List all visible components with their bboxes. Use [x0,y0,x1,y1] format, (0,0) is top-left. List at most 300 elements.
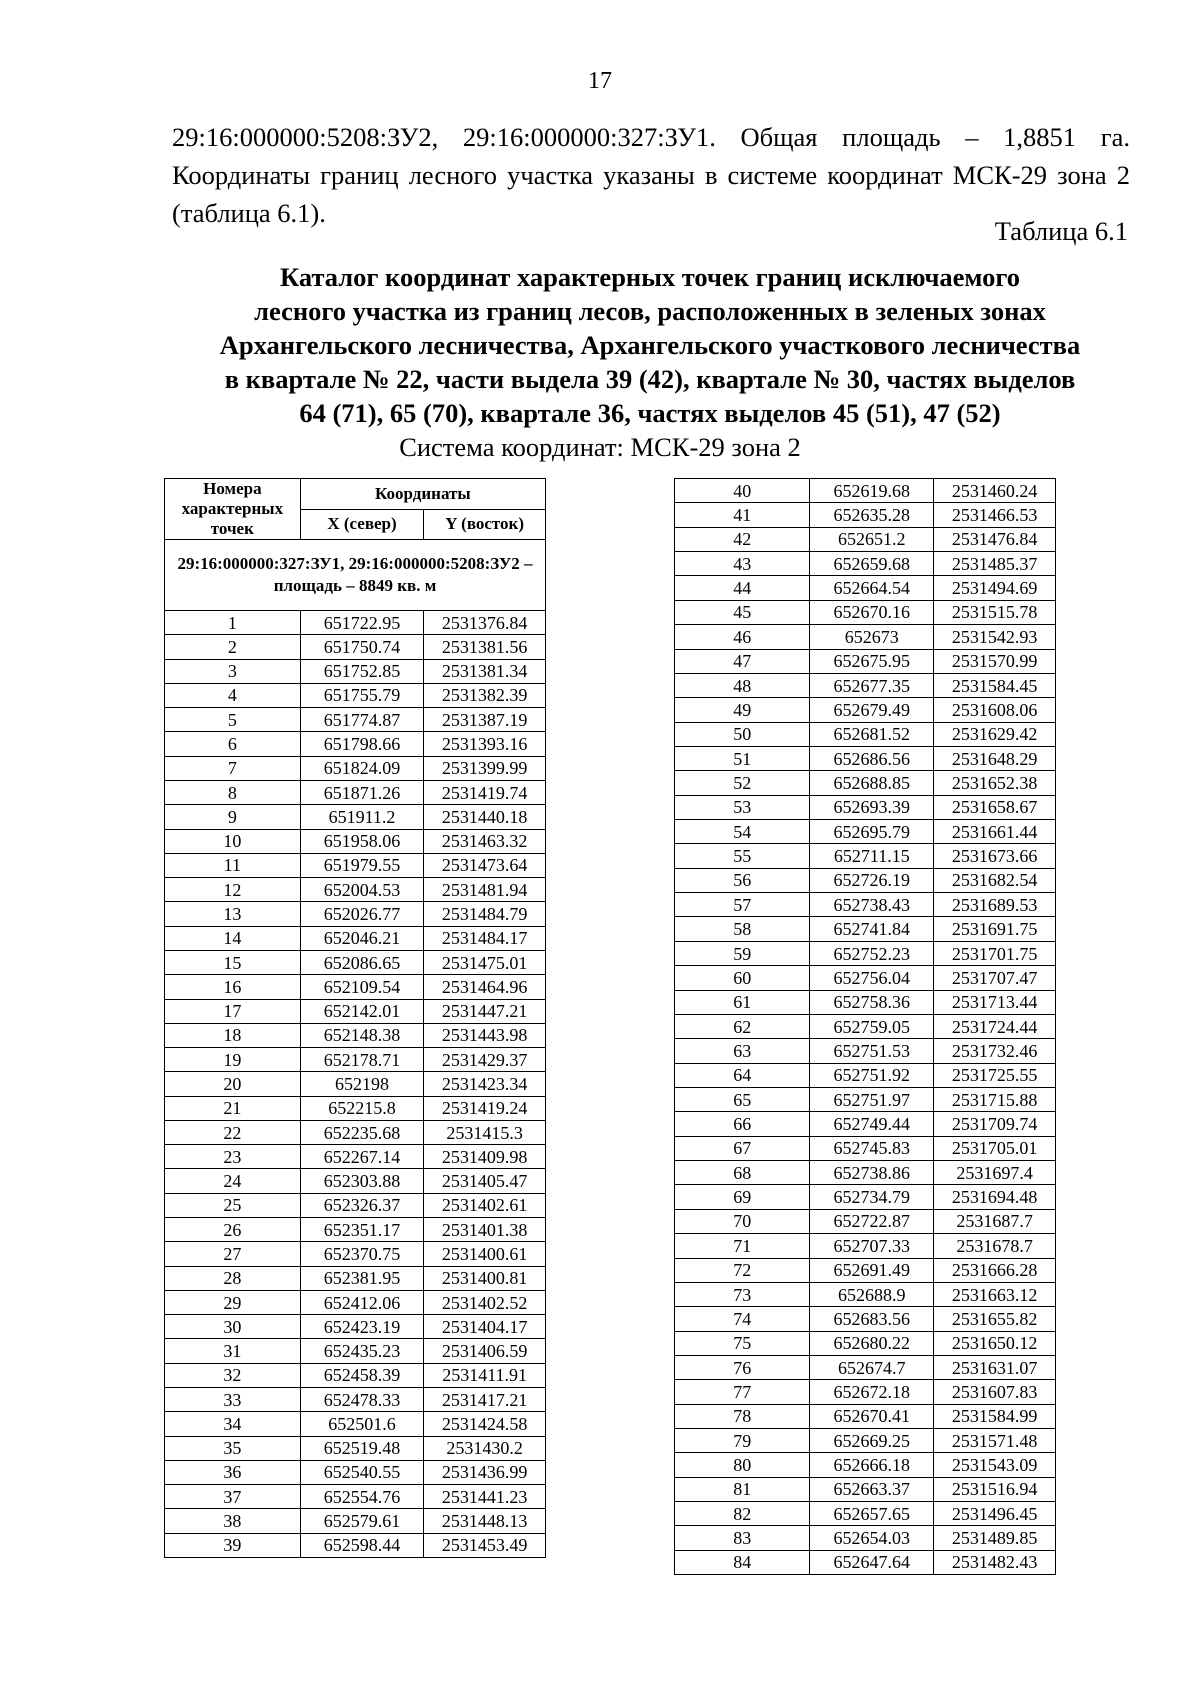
table-row [675,868,1056,892]
table-row [165,708,546,732]
y-coordinate-cell: 2531629.42 [934,722,1056,746]
point-number-cell: 65 [675,1087,810,1111]
y-coordinate-cell: 2531725.55 [934,1063,1056,1087]
x-coordinate-cell: 652711.15 [810,844,934,868]
point-number-cell: 62 [675,1014,810,1038]
table-row [675,1258,1056,1282]
y-coordinate-cell: 2531494.69 [934,576,1056,600]
x-coordinate-cell: 652688.85 [810,771,934,795]
x-coordinate-cell: 652651.2 [810,527,934,551]
table-row [675,1136,1056,1160]
y-coordinate-cell: 2531406.59 [424,1339,546,1363]
x-coordinate-cell: 652752.23 [810,941,934,965]
x-coordinate-cell: 652351.17 [300,1218,424,1242]
table-row [165,1023,546,1047]
y-coordinate-cell: 2531607.83 [934,1380,1056,1404]
table-caption [150,260,1150,430]
table-row [675,698,1056,722]
x-coordinate-cell: 652751.92 [810,1063,934,1087]
coordinates-table-right [674,478,1056,1575]
y-coordinate-cell: 2531485.37 [934,552,1056,576]
x-coordinate-cell: 651871.26 [300,780,424,804]
x-coordinate-cell: 652478.33 [300,1388,424,1412]
point-number-cell: 34 [165,1412,301,1436]
table-row [165,659,546,683]
table-row [675,1282,1056,1306]
point-number-cell: 17 [165,999,301,1023]
y-coordinate-cell: 2531400.81 [424,1266,546,1290]
y-coordinate-cell: 2531409.98 [424,1145,546,1169]
x-coordinate-cell: 652681.52 [810,722,934,746]
x-coordinate-cell: 652679.49 [810,698,934,722]
y-coordinate-cell: 2531691.75 [934,917,1056,941]
x-coordinate-cell: 651750.74 [300,635,424,659]
table-row [165,975,546,999]
y-coordinate-cell: 2531650.12 [934,1331,1056,1355]
table-row [165,1169,546,1193]
table-row [675,1234,1056,1258]
point-number-cell: 66 [675,1112,810,1136]
table-row [165,829,546,853]
y-coordinate-cell: 2531405.47 [424,1169,546,1193]
caption-line: Каталог координат характерных точек границ исключаемого [280,262,1020,292]
x-coordinate-cell: 652686.56 [810,746,934,770]
x-coordinate-cell: 652659.68 [810,552,934,576]
table-reference: Таблица 6.1 [994,216,1128,246]
table-row [675,552,1056,576]
caption-line: лесного участка из границ лесов, расположенных в зеленых зонах [254,296,1046,326]
x-coordinate-cell: 652579.61 [300,1509,424,1533]
y-coordinate-cell: 2531417.21 [424,1388,546,1412]
x-coordinate-cell: 652501.6 [300,1412,424,1436]
header-y-east: Y (восток) [424,509,546,540]
table-row [675,479,1056,503]
table-row [165,950,546,974]
table-row [675,990,1056,1014]
x-coordinate-cell: 652540.55 [300,1460,424,1484]
point-number-cell: 63 [675,1039,810,1063]
table-row [675,1112,1056,1136]
table-row [675,1404,1056,1428]
point-number-cell: 20 [165,1072,301,1096]
table-row [675,1477,1056,1501]
point-number-cell: 55 [675,844,810,868]
table-row [165,756,546,780]
intro-paragraph: 29:16:000000:5208:ЗУ2, 29:16:000000:327:ЗУ1. Общая площадь – 1,8851 га. Координаты границ лесного участка указаны в системе координат МСК-29 зона 2 (таблица 6.1). [172,122,1130,228]
y-coordinate-cell: 2531399.99 [424,756,546,780]
table-row [675,1550,1056,1574]
y-coordinate-cell: 2531701.75 [934,941,1056,965]
point-number-cell: 46 [675,625,810,649]
x-coordinate-cell: 652654.03 [810,1526,934,1550]
y-coordinate-cell: 2531661.44 [934,820,1056,844]
x-coordinate-cell: 651755.79 [300,683,424,707]
point-number-cell: 28 [165,1266,301,1290]
table-row [675,576,1056,600]
x-coordinate-cell: 652749.44 [810,1112,934,1136]
header-point-numbers: Номера характерных точек [165,479,301,540]
point-number-cell: 69 [675,1185,810,1209]
coordinate-system-label: Система координат: МСК-29 зона 2 [399,432,801,462]
y-coordinate-cell: 2531411.91 [424,1363,546,1387]
point-number-cell: 76 [675,1355,810,1379]
table-row [675,1161,1056,1185]
point-number-cell: 31 [165,1339,301,1363]
header-x-north: X (север) [300,509,424,540]
y-coordinate-cell: 2531724.44 [934,1014,1056,1038]
point-number-cell: 27 [165,1242,301,1266]
table-row [165,1218,546,1242]
table-row [675,527,1056,551]
point-number-cell: 73 [675,1282,810,1306]
table-row [165,853,546,877]
point-number-cell: 35 [165,1436,301,1460]
x-coordinate-cell: 651752.85 [300,659,424,683]
x-coordinate-cell: 652142.01 [300,999,424,1023]
y-coordinate-cell: 2531571.48 [934,1429,1056,1453]
x-coordinate-cell: 652198 [300,1072,424,1096]
table-row [675,503,1056,527]
y-coordinate-cell: 2531404.17 [424,1315,546,1339]
x-coordinate-cell: 652412.06 [300,1290,424,1314]
y-coordinate-cell: 2531709.74 [934,1112,1056,1136]
point-number-cell: 1 [165,611,301,635]
point-number-cell: 47 [675,649,810,673]
point-number-cell: 29 [165,1290,301,1314]
point-number-cell: 33 [165,1388,301,1412]
table-row [165,1485,546,1509]
y-coordinate-cell: 2531400.61 [424,1242,546,1266]
point-number-cell: 22 [165,1120,301,1144]
point-number-cell: 3 [165,659,301,683]
table-row [675,941,1056,965]
table-row [675,746,1056,770]
y-coordinate-cell: 2531475.01 [424,950,546,974]
x-coordinate-cell: 652666.18 [810,1453,934,1477]
y-coordinate-cell: 2531460.24 [934,479,1056,503]
y-coordinate-cell: 2531381.56 [424,635,546,659]
x-coordinate-cell: 652693.39 [810,795,934,819]
point-number-cell: 81 [675,1477,810,1501]
point-number-cell: 61 [675,990,810,1014]
y-coordinate-cell: 2531543.09 [934,1453,1056,1477]
point-number-cell: 84 [675,1550,810,1574]
point-number-cell: 11 [165,853,301,877]
point-number-cell: 74 [675,1307,810,1331]
x-coordinate-cell: 652423.19 [300,1315,424,1339]
point-number-cell: 5 [165,708,301,732]
y-coordinate-cell: 2531694.48 [934,1185,1056,1209]
point-number-cell: 7 [165,756,301,780]
y-coordinate-cell: 2531423.34 [424,1072,546,1096]
y-coordinate-cell: 2531424.58 [424,1412,546,1436]
y-coordinate-cell: 2531453.49 [424,1533,546,1557]
y-coordinate-cell: 2531663.12 [934,1282,1056,1306]
y-coordinate-cell: 2531440.18 [424,805,546,829]
table-row [165,1266,546,1290]
x-coordinate-cell: 652178.71 [300,1048,424,1072]
table-row [165,732,546,756]
x-coordinate-cell: 652674.7 [810,1355,934,1379]
x-coordinate-cell: 652519.48 [300,1436,424,1460]
table-row [165,926,546,950]
table-row [165,683,546,707]
table-row [675,1453,1056,1477]
caption-line: Архангельского лесничества, Архангельского участкового лесничества [219,330,1081,360]
point-number-cell: 49 [675,698,810,722]
table-row [165,999,546,1023]
x-coordinate-cell: 652215.8 [300,1096,424,1120]
x-coordinate-cell: 652734.79 [810,1185,934,1209]
y-coordinate-cell: 2531429.37 [424,1048,546,1072]
table-row [165,805,546,829]
point-number-cell: 25 [165,1193,301,1217]
point-number-cell: 15 [165,950,301,974]
y-coordinate-cell: 2531415.3 [424,1120,546,1144]
point-number-cell: 4 [165,683,301,707]
y-coordinate-cell: 2531631.07 [934,1355,1056,1379]
y-coordinate-cell: 2531584.45 [934,673,1056,697]
table-row [165,878,546,902]
y-coordinate-cell: 2531489.85 [934,1526,1056,1550]
y-coordinate-cell: 2531376.84 [424,611,546,635]
x-coordinate-cell: 652370.75 [300,1242,424,1266]
point-number-cell: 52 [675,771,810,795]
y-coordinate-cell: 2531516.94 [934,1477,1056,1501]
table-row [675,1307,1056,1331]
point-number-cell: 45 [675,600,810,624]
table-row [165,1096,546,1120]
table-row [165,1315,546,1339]
y-coordinate-cell: 2531570.99 [934,649,1056,673]
x-coordinate-cell: 652722.87 [810,1209,934,1233]
y-coordinate-cell: 2531682.54 [934,868,1056,892]
point-number-cell: 68 [675,1161,810,1185]
y-coordinate-cell: 2531484.79 [424,902,546,926]
point-number-cell: 75 [675,1331,810,1355]
x-coordinate-cell: 651958.06 [300,829,424,853]
point-number-cell: 42 [675,527,810,551]
x-coordinate-cell: 652086.65 [300,950,424,974]
x-coordinate-cell: 652326.37 [300,1193,424,1217]
y-coordinate-cell: 2531705.01 [934,1136,1056,1160]
y-coordinate-cell: 2531678.7 [934,1234,1056,1258]
point-number-cell: 18 [165,1023,301,1047]
y-coordinate-cell: 2531713.44 [934,990,1056,1014]
point-number-cell: 19 [165,1048,301,1072]
table-row [165,1193,546,1217]
x-coordinate-cell: 652381.95 [300,1266,424,1290]
table-row [675,1014,1056,1038]
y-coordinate-cell: 2531655.82 [934,1307,1056,1331]
y-coordinate-cell: 2531673.66 [934,844,1056,868]
table-row [165,1460,546,1484]
point-number-cell: 67 [675,1136,810,1160]
point-number-cell: 43 [675,552,810,576]
point-number-cell: 23 [165,1145,301,1169]
point-number-cell: 12 [165,878,301,902]
point-number-cell: 8 [165,780,301,804]
y-coordinate-cell: 2531707.47 [934,966,1056,990]
x-coordinate-cell: 652458.39 [300,1363,424,1387]
point-number-cell: 48 [675,673,810,697]
x-coordinate-cell: 652751.53 [810,1039,934,1063]
x-coordinate-cell: 651722.95 [300,611,424,635]
point-number-cell: 39 [165,1533,301,1557]
y-coordinate-cell: 2531443.98 [424,1023,546,1047]
x-coordinate-cell: 652109.54 [300,975,424,999]
y-coordinate-cell: 2531542.93 [934,625,1056,649]
table-row [165,635,546,659]
y-coordinate-cell: 2531419.74 [424,780,546,804]
x-coordinate-cell: 652672.18 [810,1380,934,1404]
y-coordinate-cell: 2531666.28 [934,1258,1056,1282]
x-coordinate-cell: 652756.04 [810,966,934,990]
table-row [165,1048,546,1072]
y-coordinate-cell: 2531466.53 [934,503,1056,527]
page-number: 17 [588,68,612,94]
table-row [165,1339,546,1363]
point-number-cell: 79 [675,1429,810,1453]
x-coordinate-cell: 652677.35 [810,673,934,697]
y-coordinate-cell: 2531441.23 [424,1485,546,1509]
y-coordinate-cell: 2531697.4 [934,1161,1056,1185]
x-coordinate-cell: 651798.66 [300,732,424,756]
table-row [675,917,1056,941]
y-coordinate-cell: 2531648.29 [934,746,1056,770]
point-number-cell: 64 [675,1063,810,1087]
table-row [675,625,1056,649]
table-row [675,1502,1056,1526]
x-coordinate-cell: 652738.86 [810,1161,934,1185]
y-coordinate-cell: 2531484.17 [424,926,546,950]
x-coordinate-cell: 652664.54 [810,576,934,600]
point-number-cell: 38 [165,1509,301,1533]
table-row [165,1412,546,1436]
point-number-cell: 72 [675,1258,810,1282]
point-number-cell: 59 [675,941,810,965]
table-row [165,611,546,635]
section-row [165,540,546,611]
y-coordinate-cell: 2531381.34 [424,659,546,683]
table-row [675,1380,1056,1404]
point-number-cell: 6 [165,732,301,756]
x-coordinate-cell: 651911.2 [300,805,424,829]
y-coordinate-cell: 2531715.88 [934,1087,1056,1111]
x-coordinate-cell: 652303.88 [300,1169,424,1193]
table-row [675,722,1056,746]
y-coordinate-cell: 2531476.84 [934,527,1056,551]
y-coordinate-cell: 2531652.38 [934,771,1056,795]
x-coordinate-cell: 652680.22 [810,1331,934,1355]
point-number-cell: 26 [165,1218,301,1242]
x-coordinate-cell: 652683.56 [810,1307,934,1331]
table-row [165,1533,546,1557]
table-row [165,1145,546,1169]
point-number-cell: 30 [165,1315,301,1339]
point-number-cell: 9 [165,805,301,829]
table-row [675,1331,1056,1355]
table-row [165,1290,546,1314]
table-row [165,780,546,804]
point-number-cell: 37 [165,1485,301,1509]
y-coordinate-cell: 2531382.39 [424,683,546,707]
x-coordinate-cell: 652745.83 [810,1136,934,1160]
point-number-cell: 56 [675,868,810,892]
y-coordinate-cell: 2531402.52 [424,1290,546,1314]
x-coordinate-cell: 652669.25 [810,1429,934,1453]
point-number-cell: 58 [675,917,810,941]
table-row [165,1072,546,1096]
section-label: 29:16:000000:327:ЗУ1, 29:16:000000:5208:ЗУ2 – площадь – 8849 кв. м [165,540,546,611]
point-number-cell: 80 [675,1453,810,1477]
x-coordinate-cell: 652758.36 [810,990,934,1014]
x-coordinate-cell: 652554.76 [300,1485,424,1509]
y-coordinate-cell: 2531387.19 [424,708,546,732]
x-coordinate-cell: 652738.43 [810,893,934,917]
point-number-cell: 70 [675,1209,810,1233]
x-coordinate-cell: 652619.68 [810,479,934,503]
point-number-cell: 51 [675,746,810,770]
point-number-cell: 77 [675,1380,810,1404]
table-row [675,820,1056,844]
x-coordinate-cell: 652026.77 [300,902,424,926]
x-coordinate-cell: 652691.49 [810,1258,934,1282]
x-coordinate-cell: 652598.44 [300,1533,424,1557]
y-coordinate-cell: 2531732.46 [934,1039,1056,1063]
point-number-cell: 83 [675,1526,810,1550]
x-coordinate-cell: 652670.41 [810,1404,934,1428]
point-number-cell: 21 [165,1096,301,1120]
point-number-cell: 24 [165,1169,301,1193]
caption-line: 64 (71), 65 (70), квартале 36, частях выделов 45 (51), 47 (52) [299,398,1001,428]
table-row [675,649,1056,673]
table-row [675,600,1056,624]
y-coordinate-cell: 2531436.99 [424,1460,546,1484]
x-coordinate-cell: 652759.05 [810,1014,934,1038]
y-coordinate-cell: 2531608.06 [934,698,1056,722]
y-coordinate-cell: 2531393.16 [424,732,546,756]
y-coordinate-cell: 2531515.78 [934,600,1056,624]
y-coordinate-cell: 2531447.21 [424,999,546,1023]
point-number-cell: 60 [675,966,810,990]
y-coordinate-cell: 2531687.7 [934,1209,1056,1233]
y-coordinate-cell: 2531402.61 [424,1193,546,1217]
table-row [165,1120,546,1144]
x-coordinate-cell: 652148.38 [300,1023,424,1047]
x-coordinate-cell: 652695.79 [810,820,934,844]
table-body-left [165,540,546,1558]
x-coordinate-cell: 652435.23 [300,1339,424,1363]
x-coordinate-cell: 652675.95 [810,649,934,673]
table-row [675,893,1056,917]
point-number-cell: 54 [675,820,810,844]
table-row [675,1429,1056,1453]
table-row [675,1039,1056,1063]
y-coordinate-cell: 2531430.2 [424,1436,546,1460]
table-row [675,673,1056,697]
point-number-cell: 78 [675,1404,810,1428]
x-coordinate-cell: 652657.65 [810,1502,934,1526]
point-number-cell: 50 [675,722,810,746]
x-coordinate-cell: 652647.64 [810,1550,934,1574]
point-number-cell: 53 [675,795,810,819]
point-number-cell: 16 [165,975,301,999]
x-coordinate-cell: 652707.33 [810,1234,934,1258]
point-number-cell: 2 [165,635,301,659]
table-row [675,1185,1056,1209]
y-coordinate-cell: 2531463.32 [424,829,546,853]
